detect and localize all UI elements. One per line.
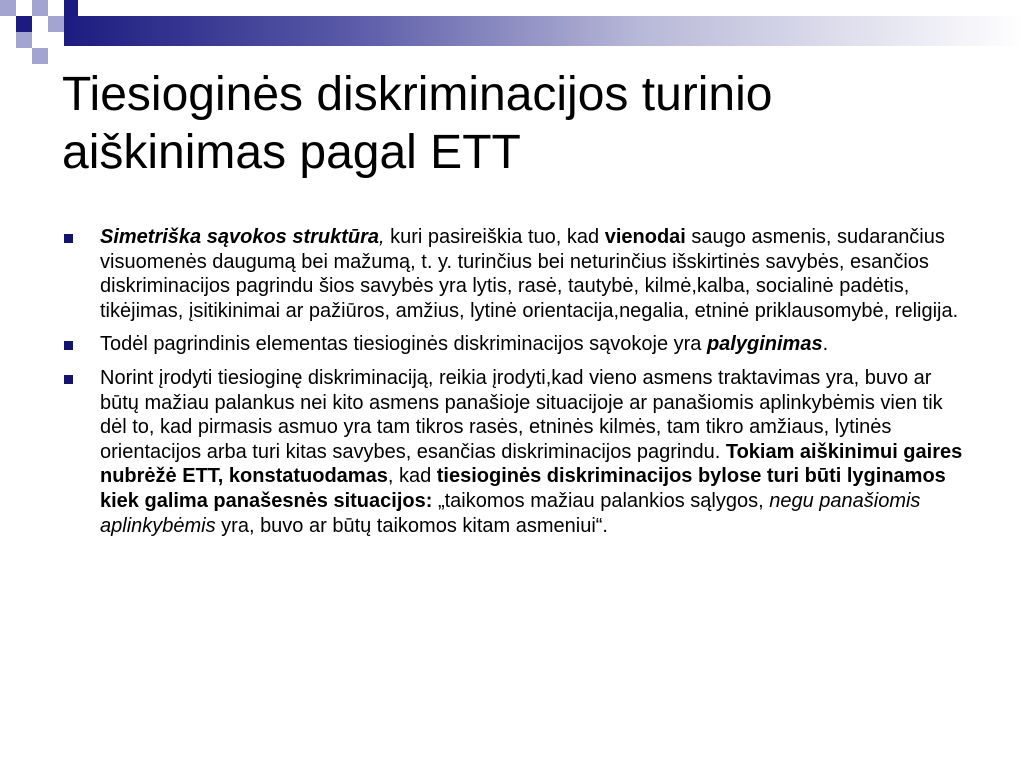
square-bullet-icon bbox=[64, 341, 73, 350]
bullet-text-segment: . bbox=[822, 333, 829, 356]
square-bullet-icon bbox=[64, 375, 73, 384]
slide-title bbox=[62, 66, 962, 182]
bullet-text-segment: tiesioginės diskriminacijos bylose turi būti lyginamos kiek galima panašesnės situacijos: bbox=[100, 465, 946, 512]
bullet-text-segment: Norint įrodyti tiesioginę diskriminaciją, reikia įrodyti,kad vieno asmens traktavimas yra, buvo ar būtų mažiau palankus nei kito asmens panašioje situacijoje ar panašiomis aplinkybėmis vien tik dėl to, kad pirmasis asmuo yra tam tikros rasės, etninės kilmės, tam tikro amžiaus, lytinės orientacijos arba turi kitas savybes, esančias diskriminacijos pagrindu. bbox=[100, 366, 943, 463]
deco-square-light-2 bbox=[32, 0, 48, 16]
corner-decoration bbox=[0, 0, 1024, 64]
bullet-text-segment: palyginimas bbox=[706, 333, 823, 356]
slide-title-line-1: Tiesioginės diskriminacijos turinio bbox=[62, 68, 773, 121]
header-gradient-bar bbox=[64, 16, 1024, 46]
slide-title-line-2: aiškinimas pagal ETT bbox=[62, 126, 521, 179]
bullet-text-segment: Simetriška sąvokos struktūra bbox=[100, 226, 380, 248]
bullet-text-segment: saugo asmenis, sudarančius visuomenės daugumą bei mažumą, t. y. turinčius bei neturinčius išskirtinės savybės, esančios diskriminacijos pagrindu šios savybės yra lytis, rasė, tautybė, kilmė,kalba, socialinė padėtis, tikėjimas, įsitikinimai ar pažiūros, amžius, lytinė orientacija,negalia, etninė priklausomybė, religija. bbox=[100, 226, 959, 322]
bullet-item bbox=[64, 225, 964, 323]
bullet-text-segment: Todėl pagrindinis elementas tiesioginės diskriminacijos sąvokoje yra bbox=[100, 333, 707, 356]
bullet-item bbox=[64, 332, 964, 357]
bullet-text-segment: „taikomos mažiau palankios sąlygos, bbox=[432, 489, 770, 512]
deco-square-dark-2 bbox=[64, 0, 78, 16]
bullet-text-segment: negu panašiomis aplinkybėmis bbox=[100, 489, 921, 537]
bullet-item bbox=[64, 366, 964, 538]
bullet-text-segment: , bbox=[379, 226, 385, 248]
bullet-text-segment: vienodai bbox=[604, 226, 686, 248]
deco-square-dark-1 bbox=[16, 16, 32, 32]
square-bullet-icon bbox=[64, 234, 73, 243]
bullet-text-segment: , kad bbox=[387, 465, 437, 488]
bullet-list bbox=[64, 225, 964, 547]
deco-square-light-1 bbox=[0, 0, 16, 16]
bullet-text-segment: yra, buvo ar būtų taikomos kitam asmeniui“. bbox=[215, 514, 608, 537]
bullet-text-segment: Tokiam aiškinimui gaires nubrėžė ETT, konstatuodamas bbox=[100, 440, 963, 488]
bullet-text-segment: kuri pasireiškia tuo, kad bbox=[384, 226, 605, 248]
deco-square-light-5 bbox=[32, 48, 48, 64]
deco-square-light-3 bbox=[48, 16, 64, 32]
deco-square-light-4 bbox=[16, 32, 32, 48]
